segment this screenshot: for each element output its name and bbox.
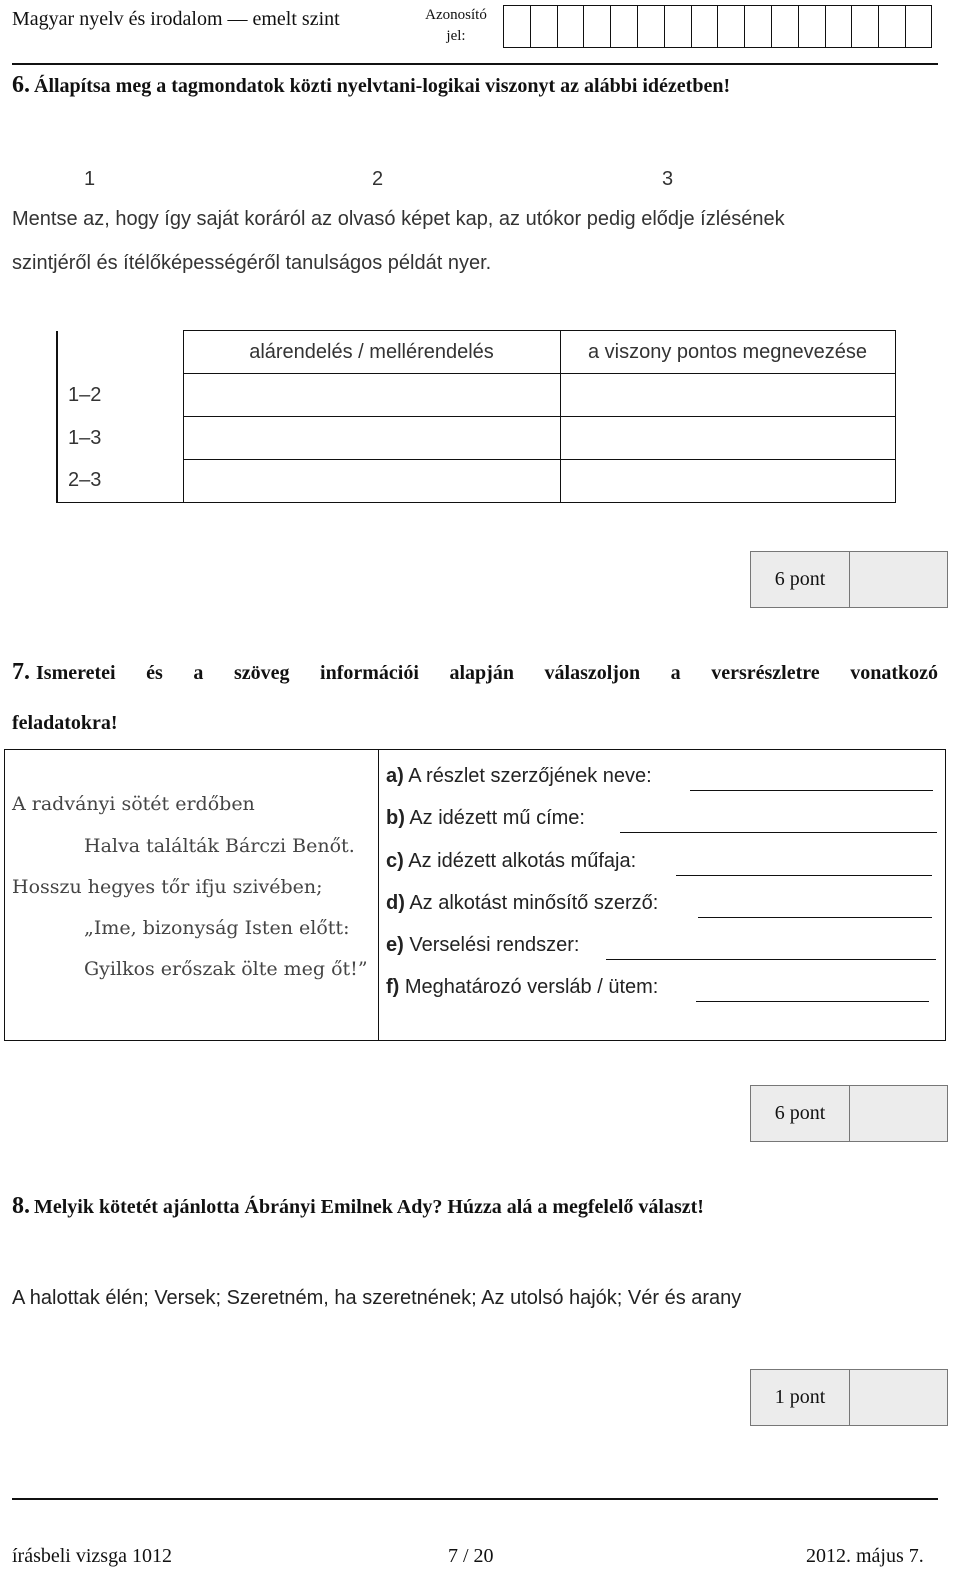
- item-letter: e): [386, 934, 404, 956]
- poem-line: Hosszu hegyes tőr ifju szivében;: [12, 876, 323, 898]
- q6-marker-1: 1: [84, 168, 96, 190]
- answer-cell-relation-type[interactable]: [183, 374, 560, 417]
- id-cell[interactable]: [744, 5, 771, 48]
- answer-line-d[interactable]: [698, 917, 932, 918]
- azonosito-label-line1: Azonosító: [425, 7, 487, 23]
- q8-answer-options[interactable]: A halottak élén; Versek; Szeretném, ha szeretnének; Az utolsó hajók; Vér és arany: [12, 1287, 742, 1309]
- q6-score-box: [750, 551, 948, 608]
- table-row-label: 2–3: [57, 460, 183, 503]
- item-letter: b): [386, 807, 405, 829]
- table-header-relation-name: a viszony pontos megnevezése: [560, 331, 895, 374]
- answer-cell-relation-type[interactable]: [183, 417, 560, 460]
- q6-sentence-line2: szintjéről és ítélőképességéről tanulságos példát nyer.: [12, 252, 492, 274]
- id-cell[interactable]: [851, 5, 878, 48]
- id-cell[interactable]: [610, 5, 637, 48]
- id-cell[interactable]: [717, 5, 744, 48]
- item-letter: f): [386, 976, 400, 998]
- table-header-relation-type: alárendelés / mellérendelés: [183, 331, 560, 374]
- answer-line-c[interactable]: [676, 875, 932, 876]
- score-label: 6 pont: [751, 552, 850, 607]
- table-row: [57, 460, 895, 503]
- q7-item-f: [386, 976, 658, 999]
- q7-title-line2: feladatokra!: [12, 712, 118, 734]
- item-text: Az idézett alkotás műfaja:: [408, 850, 637, 872]
- id-cell[interactable]: [771, 5, 798, 48]
- footer-page-number: 7 / 20: [448, 1545, 494, 1567]
- q8-title: Melyik kötetét ajánlotta Ábrányi Emilnek Ady? Húzza alá a megfelelő választ!: [34, 1196, 704, 1218]
- azonosito-label-line2: jel:: [446, 28, 466, 44]
- q7-item-d: [386, 892, 658, 915]
- item-letter: d): [386, 892, 405, 914]
- q6-marker-2: 2: [372, 168, 384, 190]
- item-text: Meghatározó versláb / ütem:: [404, 976, 659, 998]
- id-cell[interactable]: [691, 5, 718, 48]
- answer-cell-relation-type[interactable]: [183, 460, 560, 503]
- q6-sentence-line1: Mentse az, hogy így saját koráról az olvasó képet kap, az utókor pedig elődje ízlésének: [12, 208, 785, 230]
- azonosito-label: [416, 5, 496, 47]
- header-title: Magyar nyelv és irodalom — emelt szint: [12, 8, 340, 30]
- table-row-label: 1–2: [57, 374, 183, 417]
- table-corner-cell: [57, 331, 183, 374]
- id-code-boxes[interactable]: [503, 5, 960, 49]
- header-divider: [12, 63, 938, 65]
- id-cell[interactable]: [557, 5, 584, 48]
- score-entry-field[interactable]: [850, 1370, 947, 1425]
- score-label: 1 pont: [751, 1370, 850, 1425]
- q7-number: 7.: [12, 659, 30, 685]
- q8-score-box: [750, 1369, 948, 1426]
- q6-title: Állapítsa meg a tagmondatok közti nyelvtani-logikai viszonyt az alábbi idézetben!: [34, 75, 731, 97]
- q7-item-c: [386, 850, 636, 873]
- q7-score-box: [750, 1085, 948, 1142]
- answer-line-f[interactable]: [696, 1001, 929, 1002]
- poem-line: Gyilkos erőszak ölte meg őt!”: [84, 958, 368, 980]
- id-cell[interactable]: [530, 5, 557, 48]
- answer-line-a[interactable]: [690, 790, 933, 791]
- id-cell[interactable]: [583, 5, 610, 48]
- answer-cell-relation-name[interactable]: [560, 460, 895, 503]
- id-cell[interactable]: [503, 5, 530, 48]
- id-cell[interactable]: [798, 5, 825, 48]
- item-text: Az alkotást minősítő szerző:: [409, 892, 659, 914]
- q6-marker-3: 3: [662, 168, 674, 190]
- answer-cell-relation-name[interactable]: [560, 417, 895, 460]
- item-text: Az idézett mű címe:: [409, 807, 585, 829]
- id-cell[interactable]: [905, 5, 932, 48]
- q8-number: 8.: [12, 1193, 30, 1219]
- poem-line: „Ime, bizonyság Isten előtt:: [84, 917, 350, 939]
- q6-answer-table: [56, 330, 896, 503]
- q7-item-e: [386, 934, 579, 957]
- q7-item-a: [386, 765, 652, 788]
- footer-date: 2012. május 7.: [806, 1545, 924, 1567]
- table-row: [57, 417, 895, 460]
- item-letter: c): [386, 850, 404, 872]
- poem-line: A radványi sötét erdőben: [12, 793, 255, 815]
- id-cell[interactable]: [878, 5, 905, 48]
- score-entry-field[interactable]: [850, 1086, 947, 1141]
- score-label: 6 pont: [751, 1086, 850, 1141]
- item-letter: a): [386, 765, 404, 787]
- q7-title-line1: Ismeretei és a szöveg információi alapján válaszoljon a versrészletre vonatkozó: [36, 662, 938, 684]
- table-row: [57, 374, 895, 417]
- q8-heading: [12, 1193, 704, 1220]
- table-header-row: [57, 331, 895, 374]
- footer-exam-code: írásbeli vizsga 1012: [12, 1545, 172, 1567]
- q7-item-b: [386, 807, 585, 830]
- answer-cell-relation-name[interactable]: [560, 374, 895, 417]
- poem-line: Halva találták Bárczi Benőt.: [84, 835, 355, 857]
- q7-box-divider: [378, 749, 379, 1041]
- id-cell[interactable]: [664, 5, 691, 48]
- q7-heading: [12, 659, 938, 686]
- answer-line-e[interactable]: [606, 959, 936, 960]
- item-text: Verselési rendszer:: [409, 934, 580, 956]
- q6-number: 6.: [12, 72, 30, 98]
- answer-line-b[interactable]: [620, 832, 937, 833]
- table-row-label: 1–3: [57, 417, 183, 460]
- id-cell[interactable]: [825, 5, 852, 48]
- q6-heading: [12, 72, 730, 99]
- id-cell[interactable]: [637, 5, 664, 48]
- item-text: A részlet szerzőjének neve:: [408, 765, 652, 787]
- score-entry-field[interactable]: [850, 552, 947, 607]
- footer-divider: [12, 1498, 938, 1500]
